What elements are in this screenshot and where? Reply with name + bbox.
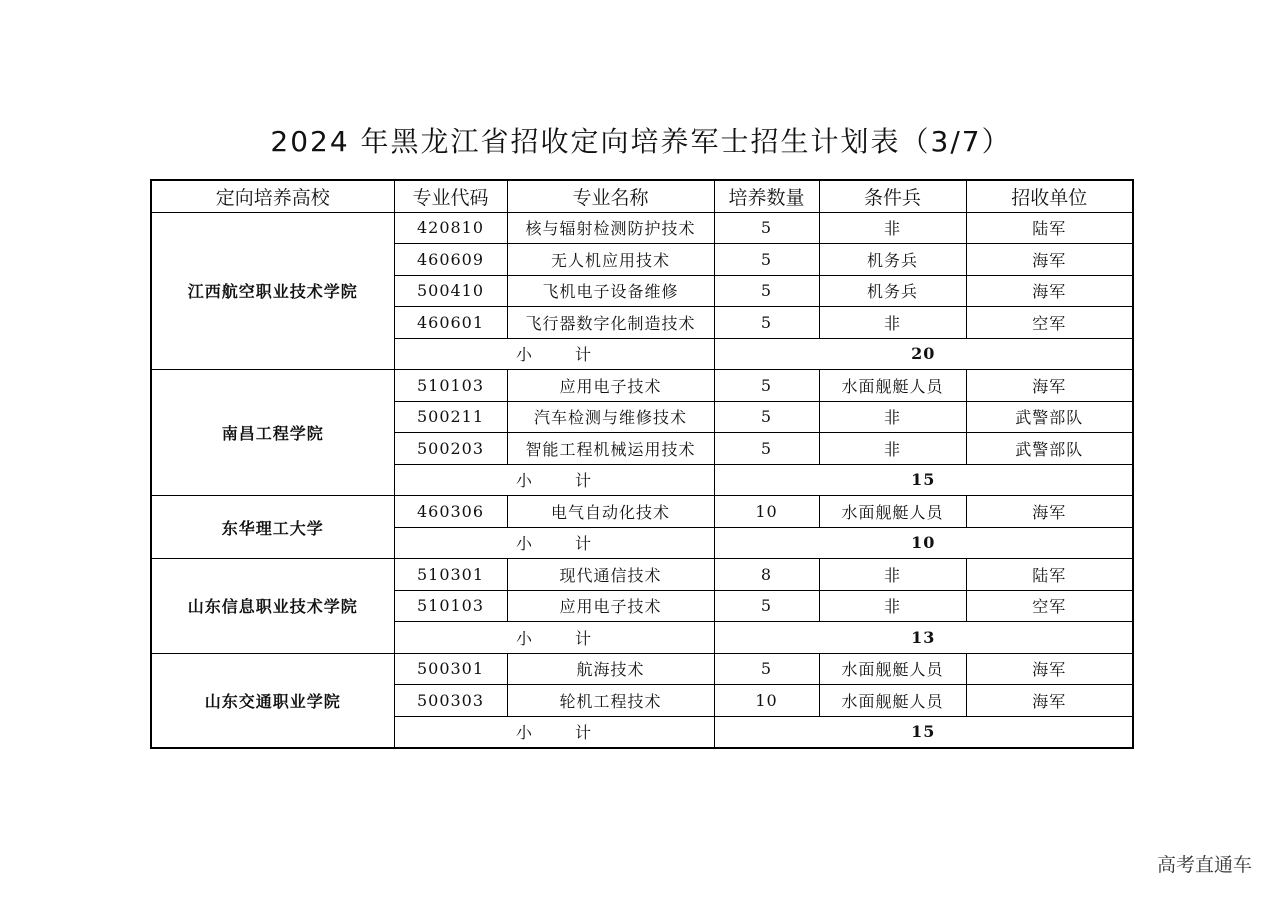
recruiting-unit: 海军 [966,653,1133,685]
recruiting-unit: 海军 [966,275,1133,307]
subtotal-label-b: 计 [575,471,593,491]
training-count: 10 [714,685,819,717]
major-code: 500211 [394,401,507,433]
training-count: 5 [714,275,819,307]
condition-type: 非 [819,590,966,622]
subtotal-label-a: 小 [515,471,533,491]
major-name: 电气自动化技术 [507,496,714,528]
training-count: 5 [714,244,819,276]
major-code: 500410 [394,275,507,307]
subtotal-value: 13 [714,622,1133,654]
major-code: 510103 [394,370,507,402]
enrollment-plan-table [150,179,1134,749]
condition-type: 水面舰艇人员 [819,653,966,685]
training-count: 5 [714,401,819,433]
recruiting-unit: 陆军 [966,559,1133,591]
header-condition: 条件兵 [819,180,966,212]
recruiting-unit: 武警部队 [966,401,1133,433]
school-name: 江西航空职业技术学院 [151,212,394,370]
recruiting-unit: 海军 [966,685,1133,717]
major-name: 飞行器数字化制造技术 [507,307,714,339]
training-count: 5 [714,433,819,465]
recruiting-unit: 武警部队 [966,433,1133,465]
subtotal-label [394,338,714,370]
recruiting-unit: 海军 [966,370,1133,402]
header-count: 培养数量 [714,180,819,212]
subtotal-label [394,622,714,654]
major-name: 现代通信技术 [507,559,714,591]
condition-type: 非 [819,401,966,433]
training-count: 8 [714,559,819,591]
watermark-text: 高考直通车 [1156,854,1252,876]
condition-type: 非 [819,433,966,465]
subtotal-label-a: 小 [515,628,533,648]
condition-type: 机务兵 [819,244,966,276]
recruiting-unit: 空军 [966,307,1133,339]
subtotal-value: 15 [714,464,1133,496]
school-name: 南昌工程学院 [151,370,394,496]
header-code: 专业代码 [394,180,507,212]
subtotal-label-b: 计 [575,345,593,365]
major-code: 510301 [394,559,507,591]
major-code: 500203 [394,433,507,465]
condition-type: 水面舰艇人员 [819,685,966,717]
subtotal-label [394,716,714,748]
subtotal-label-a: 小 [515,345,533,365]
training-count: 10 [714,496,819,528]
recruiting-unit: 空军 [966,590,1133,622]
table-header-row [151,180,1133,212]
major-name: 无人机应用技术 [507,244,714,276]
major-code: 500303 [394,685,507,717]
training-count: 5 [714,212,819,244]
condition-type: 机务兵 [819,275,966,307]
major-name: 智能工程机械运用技术 [507,433,714,465]
table-row [151,212,1133,244]
subtotal-label-b: 计 [575,534,593,554]
condition-type: 非 [819,212,966,244]
subtotal-value: 10 [714,527,1133,559]
subtotal-value: 15 [714,716,1133,748]
recruiting-unit: 海军 [966,244,1133,276]
subtotal-label-b: 计 [575,628,593,648]
header-unit: 招收单位 [966,180,1133,212]
major-code: 420810 [394,212,507,244]
header-school: 定向培养高校 [151,180,394,212]
training-count: 5 [714,370,819,402]
training-count: 5 [714,307,819,339]
major-name: 核与辐射检测防护技术 [507,212,714,244]
major-name: 应用电子技术 [507,370,714,402]
header-major: 专业名称 [507,180,714,212]
table-row [151,653,1133,685]
major-code: 460609 [394,244,507,276]
major-name: 应用电子技术 [507,590,714,622]
table-row [151,559,1133,591]
major-code: 500301 [394,653,507,685]
condition-type: 非 [819,559,966,591]
training-count: 5 [714,653,819,685]
recruiting-unit: 陆军 [966,212,1133,244]
subtotal-label-b: 计 [575,723,593,743]
table-row [151,370,1133,402]
subtotal-label [394,464,714,496]
table-row [151,496,1133,528]
major-code: 460601 [394,307,507,339]
page-title: 2024 年黑龙江省招收定向培养军士招生计划表（3/7） [270,125,1012,158]
major-code: 460306 [394,496,507,528]
major-name: 轮机工程技术 [507,685,714,717]
condition-type: 水面舰艇人员 [819,370,966,402]
subtotal-label-a: 小 [515,534,533,554]
major-code: 510103 [394,590,507,622]
subtotal-value: 20 [714,338,1133,370]
condition-type: 非 [819,307,966,339]
table-body [151,212,1133,748]
recruiting-unit: 海军 [966,496,1133,528]
school-name: 山东信息职业技术学院 [151,559,394,654]
major-name: 航海技术 [507,653,714,685]
subtotal-label-a: 小 [515,723,533,743]
school-name: 东华理工大学 [151,496,394,559]
major-name: 飞机电子设备维修 [507,275,714,307]
subtotal-label [394,527,714,559]
training-count: 5 [714,590,819,622]
school-name: 山东交通职业学院 [151,653,394,748]
condition-type: 水面舰艇人员 [819,496,966,528]
major-name: 汽车检测与维修技术 [507,401,714,433]
